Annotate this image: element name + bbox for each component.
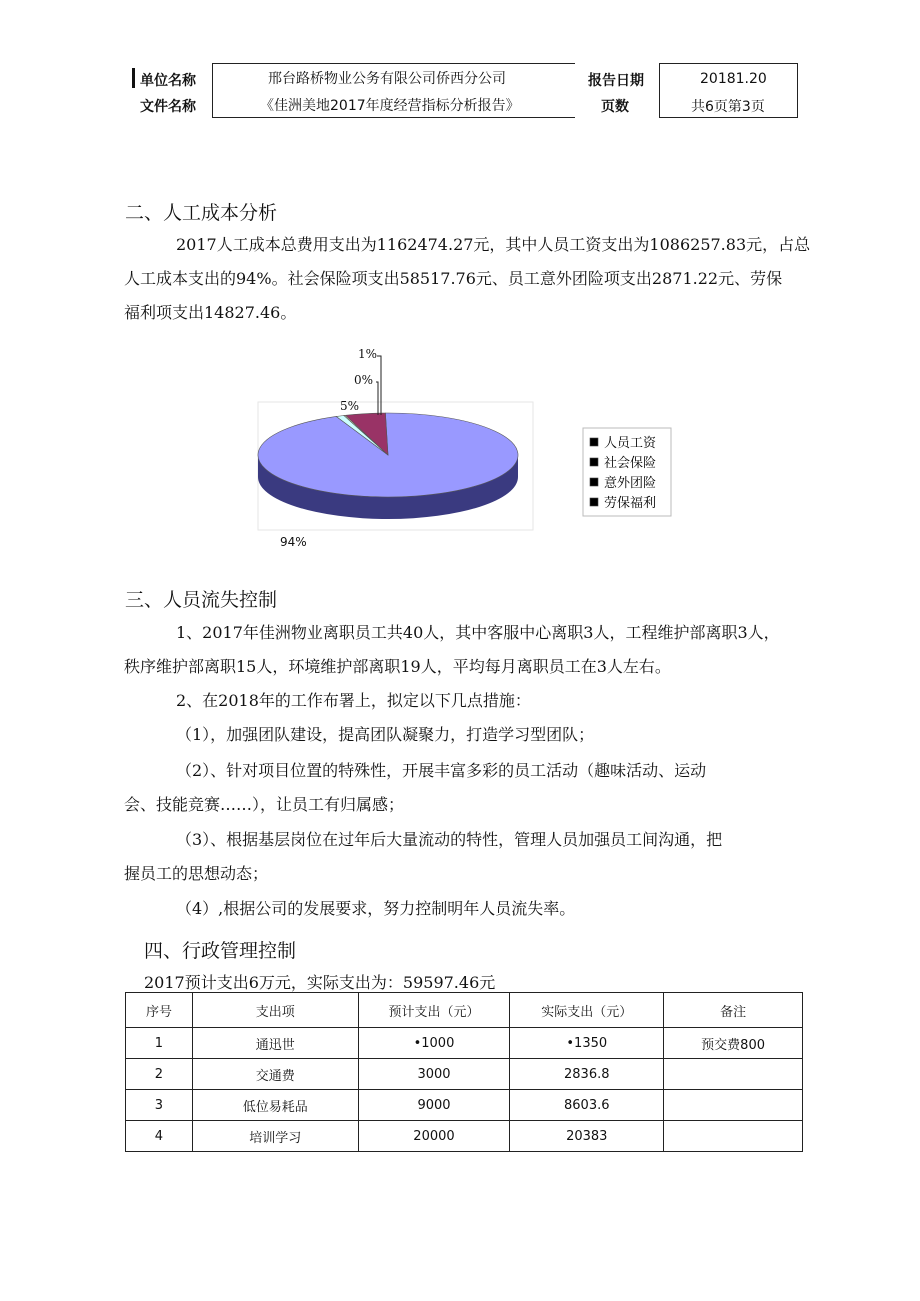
table-cell: 9000	[358, 1090, 510, 1121]
table-cell: 20000	[358, 1121, 510, 1152]
data-label-social-insurance: 5%	[340, 399, 360, 413]
paragraph-line: 福利项支出14827.46。	[124, 303, 297, 322]
measure-item: （1），加强团队建设，提高团队凝聚力，打造学习型团队；	[176, 725, 595, 744]
measure-item: （4）,根据公司的发展要求，努力控制明年人员流失率。	[176, 899, 576, 918]
legend-swatch-labor-welfare	[590, 498, 598, 506]
table-header-row	[126, 993, 803, 1028]
header-marker-bar	[132, 68, 135, 88]
legend-label-wages: 人员工资	[604, 436, 657, 451]
data-label-wages: 94%	[280, 535, 307, 549]
header-rule	[659, 117, 798, 118]
table-cell: •1350	[510, 1028, 664, 1059]
legend-label-social-insurance: 社会保险	[604, 456, 657, 471]
table-cell: 2	[126, 1059, 193, 1090]
table-cell	[664, 1090, 803, 1121]
legend-swatch-wages	[590, 438, 598, 446]
table-cell: 培训学习	[192, 1121, 358, 1152]
legend-swatch-accident-insurance	[590, 478, 598, 486]
table-row	[126, 1121, 803, 1152]
table-cell: 预交费800	[664, 1028, 803, 1059]
header-rule	[659, 63, 798, 64]
paragraph-line: 2、在2018年的工作布署上，拟定以下几点措施：	[176, 691, 531, 710]
page-count-label: 页数	[601, 99, 629, 115]
table-cell: 3	[126, 1090, 193, 1121]
data-label-accident-insurance: 0%	[354, 373, 374, 387]
measure-item: （2）、针对项目位置的特殊性，开展丰富多彩的员工活动（趣味活动、运动	[176, 761, 707, 780]
section-heading-admin-control: 四、行政管理控制	[144, 940, 297, 962]
header-rule	[212, 63, 213, 118]
file-name-value: 《佳洲美地2017年度经营指标分析报告》	[260, 98, 520, 114]
admin-summary: 2017预计支出6万元，实际支出为：59597.46元	[144, 973, 496, 992]
column-header: 支出项	[192, 993, 358, 1028]
table-cell: 1	[126, 1028, 193, 1059]
expense-table	[125, 992, 803, 1152]
table-cell: 2836.8	[510, 1059, 664, 1090]
measure-item: （3）、根据基层岗位在过年后大量流动的特性，管理人员加强员工间沟通，把	[176, 830, 723, 849]
header-rule	[212, 63, 575, 64]
table-row	[126, 1090, 803, 1121]
paragraph-line: 1、2017年佳洲物业离职员工共40人，其中客服中心离职3人，工程维护部离职3人，	[176, 623, 780, 642]
header-rule	[797, 63, 798, 118]
table-row	[126, 1059, 803, 1090]
file-name-label: 文件名称	[140, 99, 196, 115]
table-cell: 低位易耗品	[192, 1090, 358, 1121]
legend-swatch-social-insurance	[590, 458, 598, 466]
table-cell	[664, 1059, 803, 1090]
report-date-label: 报告日期	[588, 73, 644, 89]
header-rule	[212, 117, 575, 118]
table-cell: 8603.6	[510, 1090, 664, 1121]
unit-name-value: 邢台路桥物业公务有限公司侨西分公司	[268, 71, 506, 87]
table-cell: 20383	[510, 1121, 664, 1152]
data-label-labor-welfare: 1%	[358, 347, 378, 361]
table-cell: 交通费	[192, 1059, 358, 1090]
paragraph-line: 秩序维护部离职15人，环境维护部离职19人，平均每月离职员工在3人左右。	[124, 657, 671, 676]
header-rule	[659, 63, 660, 118]
legend-label-accident-insurance: 意外团险	[604, 476, 657, 491]
unit-name-label: 单位名称	[140, 73, 196, 89]
paragraph-line: 人工成本支出的94%。社会保险项支出58517.76元、员工意外团险项支出2871.22元、劳保	[124, 269, 783, 288]
table-cell: 通迅世	[192, 1028, 358, 1059]
report-date-value: 20181.20	[700, 71, 767, 87]
chart-legend	[583, 428, 671, 516]
table-row	[126, 1028, 803, 1059]
table-cell: •1000	[358, 1028, 510, 1059]
section-heading-labor-cost: 二、人工成本分析	[125, 202, 278, 224]
section-heading-staff-turnover: 三、人员流失控制	[125, 589, 278, 611]
table-cell: 3000	[358, 1059, 510, 1090]
table-cell: 4	[126, 1121, 193, 1152]
measure-item: 会、技能竞赛……），让员工有归属感；	[124, 795, 405, 814]
labor-cost-pie-chart	[250, 340, 690, 555]
column-header: 预计支出（元）	[358, 993, 510, 1028]
column-header: 序号	[126, 993, 193, 1028]
leader-line-accident-insurance	[376, 382, 378, 415]
table-cell	[664, 1121, 803, 1152]
measure-item: 握员工的思想动态；	[124, 864, 269, 883]
column-header: 备注	[664, 993, 803, 1028]
legend-label-labor-welfare: 劳保福利	[604, 496, 657, 511]
page-count-value: 共6页第3页	[691, 99, 765, 115]
column-header: 实际支出（元）	[510, 993, 664, 1028]
paragraph-line: 2017人工成本总费用支出为1162474.27元，其中人员工资支出为1086257.83元，占总	[176, 235, 811, 254]
